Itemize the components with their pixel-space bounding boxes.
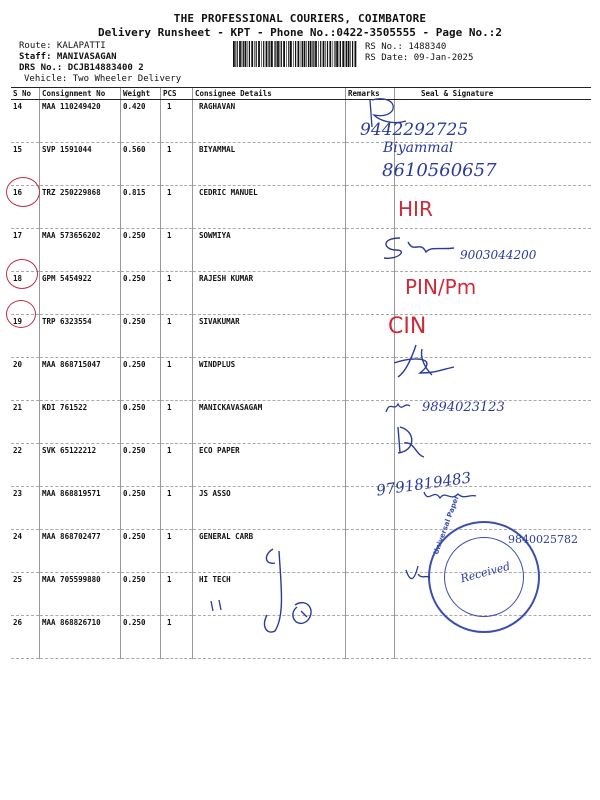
barcode-bar	[268, 41, 269, 67]
barcode-bar	[336, 41, 338, 67]
cell-weight: 0.250	[121, 272, 161, 315]
barcode-bar	[271, 41, 273, 67]
circle-mark-16	[6, 177, 40, 207]
barcode-bar	[327, 41, 328, 67]
cell-consignee: CEDRIC MANUEL	[193, 186, 346, 229]
barcode-bar	[298, 41, 300, 67]
barcode-bar	[334, 41, 335, 67]
barcode-bar	[306, 41, 307, 67]
signature-15-name: Biyammal	[383, 140, 454, 156]
cell-pcs: 1	[161, 186, 193, 229]
signature-19: CIN	[388, 314, 427, 339]
barcode-bar	[346, 41, 347, 67]
table-row	[11, 358, 591, 401]
cell-consignee: GENERAL CARB	[193, 530, 346, 573]
vehicle: Vehicle: Two Wheeler Delivery	[24, 74, 182, 84]
cell-consignee: HI TECH	[193, 573, 346, 616]
barcode-bar	[315, 41, 317, 67]
barcode-bar	[266, 41, 268, 67]
cell-consignment: MAA 868819571	[40, 487, 121, 530]
circle-mark-19	[6, 300, 36, 328]
cell-consignment: TRP 6323554	[40, 315, 121, 358]
cell-consignment: MAA 868702477	[40, 530, 121, 573]
staff: Staff: MANIVASAGAN	[19, 52, 117, 62]
cell-consignment: MAA 868826710	[40, 616, 121, 659]
cell-pcs: 1	[161, 143, 193, 186]
cell-consignment: MAA 573656202	[40, 229, 121, 272]
circle-mark-18	[6, 259, 38, 289]
barcode	[233, 41, 358, 67]
cell-weight: 0.250	[121, 616, 161, 659]
cell-consignee: SIVAKUMAR	[193, 315, 346, 358]
table-row	[11, 487, 591, 530]
barcode-bar	[295, 41, 296, 67]
cell-consignee: RAGHAVAN	[193, 100, 346, 143]
cell-consignee: RAJESH KUMAR	[193, 272, 346, 315]
col-weight: Weight	[121, 88, 161, 100]
barcode-bar	[286, 41, 287, 67]
barcode-bar	[348, 41, 350, 67]
cell-sno: 21	[11, 401, 40, 444]
cell-remarks	[346, 186, 395, 229]
barcode-bar	[277, 41, 279, 67]
table-row	[11, 315, 591, 358]
cell-sno: 26	[11, 616, 40, 659]
cell-weight: 0.250	[121, 315, 161, 358]
barcode-bar	[293, 41, 294, 67]
barcode-bar	[274, 41, 275, 67]
barcode-bar	[280, 41, 281, 67]
table-row	[11, 143, 591, 186]
cell-consignment: SVK 65122212	[40, 444, 121, 487]
col-sno: S No	[11, 88, 40, 100]
barcode-bar	[301, 41, 302, 67]
cell-pcs: 1	[161, 530, 193, 573]
cell-weight: 0.250	[121, 358, 161, 401]
barcode-bar	[345, 41, 346, 67]
barcode-bar	[318, 41, 319, 67]
col-remarks: Remarks	[346, 88, 395, 100]
cell-consignee: JS ASSO	[193, 487, 346, 530]
cell-consignment: KDI 761522	[40, 401, 121, 444]
signature-21-phone: 9894023123	[422, 400, 505, 415]
signature-26-marks	[207, 597, 229, 615]
cell-consignment: GPM 5454922	[40, 272, 121, 315]
barcode-bar	[258, 41, 260, 67]
cell-consignment: SVP 1591044	[40, 143, 121, 186]
cell-pcs: 1	[161, 358, 193, 401]
company-title: THE PROFESSIONAL COURIERS, COIMBATORE	[173, 12, 427, 25]
barcode-bar	[313, 41, 314, 67]
barcode-bar	[233, 41, 235, 67]
cell-consignee: WINDPLUS	[193, 358, 346, 401]
cell-weight: 0.250	[121, 401, 161, 444]
barcode-bar	[308, 41, 309, 67]
barcode-bar	[333, 41, 334, 67]
cell-weight: 0.815	[121, 186, 161, 229]
cell-weight: 0.250	[121, 487, 161, 530]
barcode-bar	[261, 41, 262, 67]
barcode-bar	[237, 41, 238, 67]
barcode-bar	[235, 41, 236, 67]
rs-date: RS Date: 09-Jan-2025	[365, 53, 474, 63]
cell-weight: 0.250	[121, 573, 161, 616]
barcode-bar	[329, 41, 331, 67]
cell-weight: 0.250	[121, 229, 161, 272]
signature-26	[255, 545, 320, 640]
barcode-bar	[339, 41, 340, 67]
cell-sno: 22	[11, 444, 40, 487]
cell-sno: 25	[11, 573, 40, 616]
signature-25	[404, 560, 434, 586]
barcode-bar	[242, 41, 243, 67]
route: Route: KALAPATTI	[19, 41, 106, 51]
barcode-bar	[281, 41, 282, 67]
cell-weight: 0.250	[121, 530, 161, 573]
table-row	[11, 186, 591, 229]
signature-16: HIR	[398, 197, 433, 221]
cell-consignment: MAA 110249420	[40, 100, 121, 143]
signature-21	[384, 396, 414, 416]
signature-15-phone: 8610560657	[382, 160, 497, 181]
signature-14-phone: 9442292725	[360, 120, 469, 140]
barcode-bar	[275, 41, 276, 67]
barcode-bar	[355, 41, 357, 67]
cell-pcs: 1	[161, 272, 193, 315]
barcode-bar	[269, 41, 270, 67]
cell-consignee: ECO PAPER	[193, 444, 346, 487]
barcode-bar	[323, 41, 325, 67]
signature-20	[388, 343, 458, 383]
col-pcs: PCS	[161, 88, 193, 100]
cell-consignment: TRZ 250229868	[40, 186, 121, 229]
cell-pcs: 1	[161, 315, 193, 358]
barcode-bar	[312, 41, 313, 67]
cell-pcs: 1	[161, 616, 193, 659]
barcode-bar	[290, 41, 292, 67]
barcode-bar	[249, 41, 250, 67]
col-signature: Seal & Signature	[395, 88, 592, 100]
table-header-row	[11, 88, 591, 100]
barcode-bar	[251, 41, 253, 67]
barcode-bar	[325, 41, 326, 67]
table-row	[11, 444, 591, 487]
cell-sno: 20	[11, 358, 40, 401]
cell-pcs: 1	[161, 401, 193, 444]
barcode-bar	[239, 41, 241, 67]
barcode-bar	[352, 41, 353, 67]
signature-23-phone: 9791819483	[375, 468, 473, 500]
stamp-text: Universal Paper	[432, 494, 461, 556]
barcode-bar	[350, 41, 351, 67]
col-consignee: Consignee Details	[193, 88, 346, 100]
signature-24-phone: 9840025782	[508, 533, 578, 546]
signature-22	[388, 423, 428, 463]
cell-sno: 23	[11, 487, 40, 530]
barcode-bar	[302, 41, 303, 67]
barcode-bar	[254, 41, 255, 67]
cell-remarks	[346, 530, 395, 573]
cell-remarks	[346, 573, 395, 616]
cell-pcs: 1	[161, 487, 193, 530]
barcode-bar	[256, 41, 257, 67]
barcode-bar	[340, 41, 341, 67]
cell-pcs: 1	[161, 229, 193, 272]
barcode-bar	[245, 41, 247, 67]
signature-17	[378, 232, 458, 264]
table-row	[11, 272, 591, 315]
barcode-bar	[304, 41, 306, 67]
cell-sno: 19	[11, 315, 40, 358]
cell-remarks	[346, 616, 395, 659]
cell-sno: 14	[11, 100, 40, 143]
col-consignment: Consignment No	[40, 88, 121, 100]
cell-consignee: MANICKAVASAGAM	[193, 401, 346, 444]
cell-remarks	[346, 272, 395, 315]
cell-weight: 0.250	[121, 444, 161, 487]
barcode-bar	[243, 41, 244, 67]
cell-sno: 15	[11, 143, 40, 186]
rs-no: RS No.: 1488340	[365, 42, 447, 52]
table-row	[11, 100, 591, 143]
signature-18: PIN/Pm	[405, 275, 477, 299]
cell-pcs: 1	[161, 444, 193, 487]
barcode-bar	[310, 41, 312, 67]
signature-17-phone: 9003044200	[460, 248, 537, 262]
barcode-bar	[247, 41, 248, 67]
barcode-bar	[320, 41, 321, 67]
drs-no: DRS No.: DCJB14883400 2	[19, 63, 144, 73]
cell-sno: 16	[11, 186, 40, 229]
barcode-bar	[283, 41, 285, 67]
cell-pcs: 1	[161, 100, 193, 143]
cell-sno: 17	[11, 229, 40, 272]
barcode-bar	[342, 41, 344, 67]
runsheet-subtitle: Delivery Runsheet - KPT - Phone No.:0422-3505555 - Page No.:2	[98, 26, 502, 39]
cell-consignee: SOWMIYA	[193, 229, 346, 272]
cell-weight: 0.420	[121, 100, 161, 143]
cell-sno: 18	[11, 272, 40, 315]
cell-pcs: 1	[161, 573, 193, 616]
barcode-bar	[263, 41, 264, 67]
cell-consignment: MAA 868715047	[40, 358, 121, 401]
cell-weight: 0.560	[121, 143, 161, 186]
cell-sno: 24	[11, 530, 40, 573]
barcode-bar	[288, 41, 289, 67]
cell-consignee: BIYAMMAL	[193, 143, 346, 186]
signature-25-received: Received	[459, 559, 512, 586]
cell-consignment: MAA 705599880	[40, 573, 121, 616]
